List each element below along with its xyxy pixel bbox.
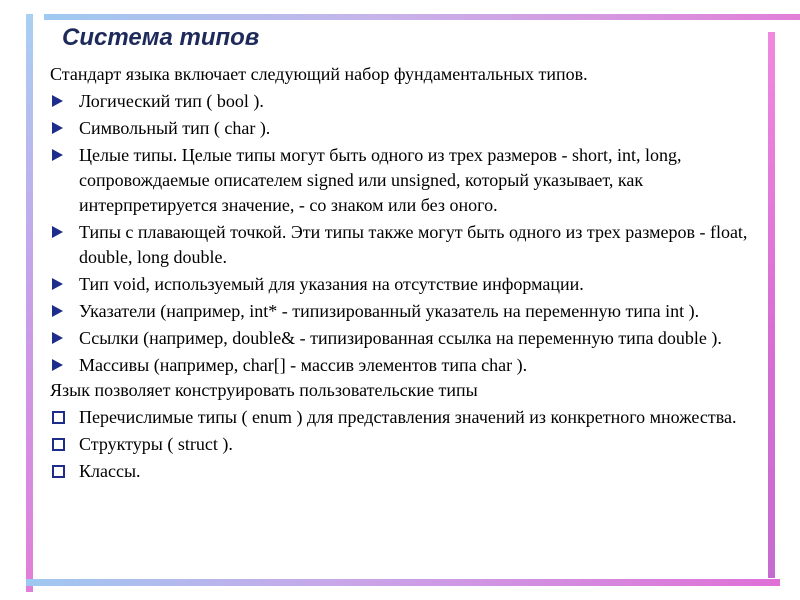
intro-text: Стандарт языка включает следующий набор фундаментальных типов. <box>50 64 588 84</box>
square-bullet-icon <box>52 465 65 478</box>
arrow-bullet-icon <box>52 95 63 107</box>
list-item-text: Перечислимые типы ( enum ) для представления значений из конкретного множества. <box>79 407 737 427</box>
arrow-bullet-icon <box>52 226 63 238</box>
slide-content <box>50 62 750 484</box>
list-item-text: Массивы (например, char[] - массив элементов типа char ). <box>79 355 528 375</box>
user-types-intro-text: Язык позволяет конструировать пользовательские типы <box>50 380 478 400</box>
list-item-text: Структуры ( struct ). <box>79 434 233 454</box>
list-item-text: Символьный тип ( char ). <box>79 118 271 138</box>
list-item-text: Тип void, используемый для указания на отсутствие информации. <box>79 274 584 294</box>
list-item <box>50 299 750 324</box>
list-item-text: Указатели (например, int* - типизированный указатель на переменную типа int ). <box>79 301 700 321</box>
list-item-text: Ссылки (например, double& - типизированная ссылка на переменную типа double ). <box>79 328 722 348</box>
arrow-bullet-icon <box>52 305 63 317</box>
frame-bottom-bar <box>26 579 780 586</box>
arrow-bullet-icon <box>52 278 63 290</box>
arrow-bullet-icon <box>52 122 63 134</box>
list-item-text: Классы. <box>79 461 141 481</box>
list-item-text: Типы с плавающей точкой. Эти типы также могут быть одного из трех размеров - float, double, long double. <box>79 222 748 267</box>
arrow-bullet-icon <box>52 149 63 161</box>
list-item-text: Целые типы. Целые типы могут быть одного из трех размеров - short, int, long, сопровождаемые описателем signed или unsigned, который указывает, как интерпретируется значение, - со знаком или без оного. <box>79 145 682 215</box>
list-item <box>50 220 750 270</box>
frame-left-bar <box>26 14 33 592</box>
frame-top-bar <box>44 14 800 20</box>
list-item <box>50 89 750 114</box>
list-item <box>50 353 750 378</box>
list-item <box>50 326 750 351</box>
list-item <box>50 405 750 430</box>
arrow-bullet-icon <box>52 359 63 371</box>
user-types-list <box>50 405 750 484</box>
square-bullet-icon <box>52 438 65 451</box>
fundamental-types-list <box>50 89 750 378</box>
slide-title: Система типов <box>62 24 260 51</box>
list-item <box>50 432 750 457</box>
list-item <box>50 272 750 297</box>
arrow-bullet-icon <box>52 332 63 344</box>
list-item <box>50 143 750 218</box>
list-item <box>50 116 750 141</box>
frame-right-bar <box>768 32 775 578</box>
square-bullet-icon <box>52 411 65 424</box>
list-item-text: Логический тип ( bool ). <box>79 91 264 111</box>
list-item <box>50 459 750 484</box>
